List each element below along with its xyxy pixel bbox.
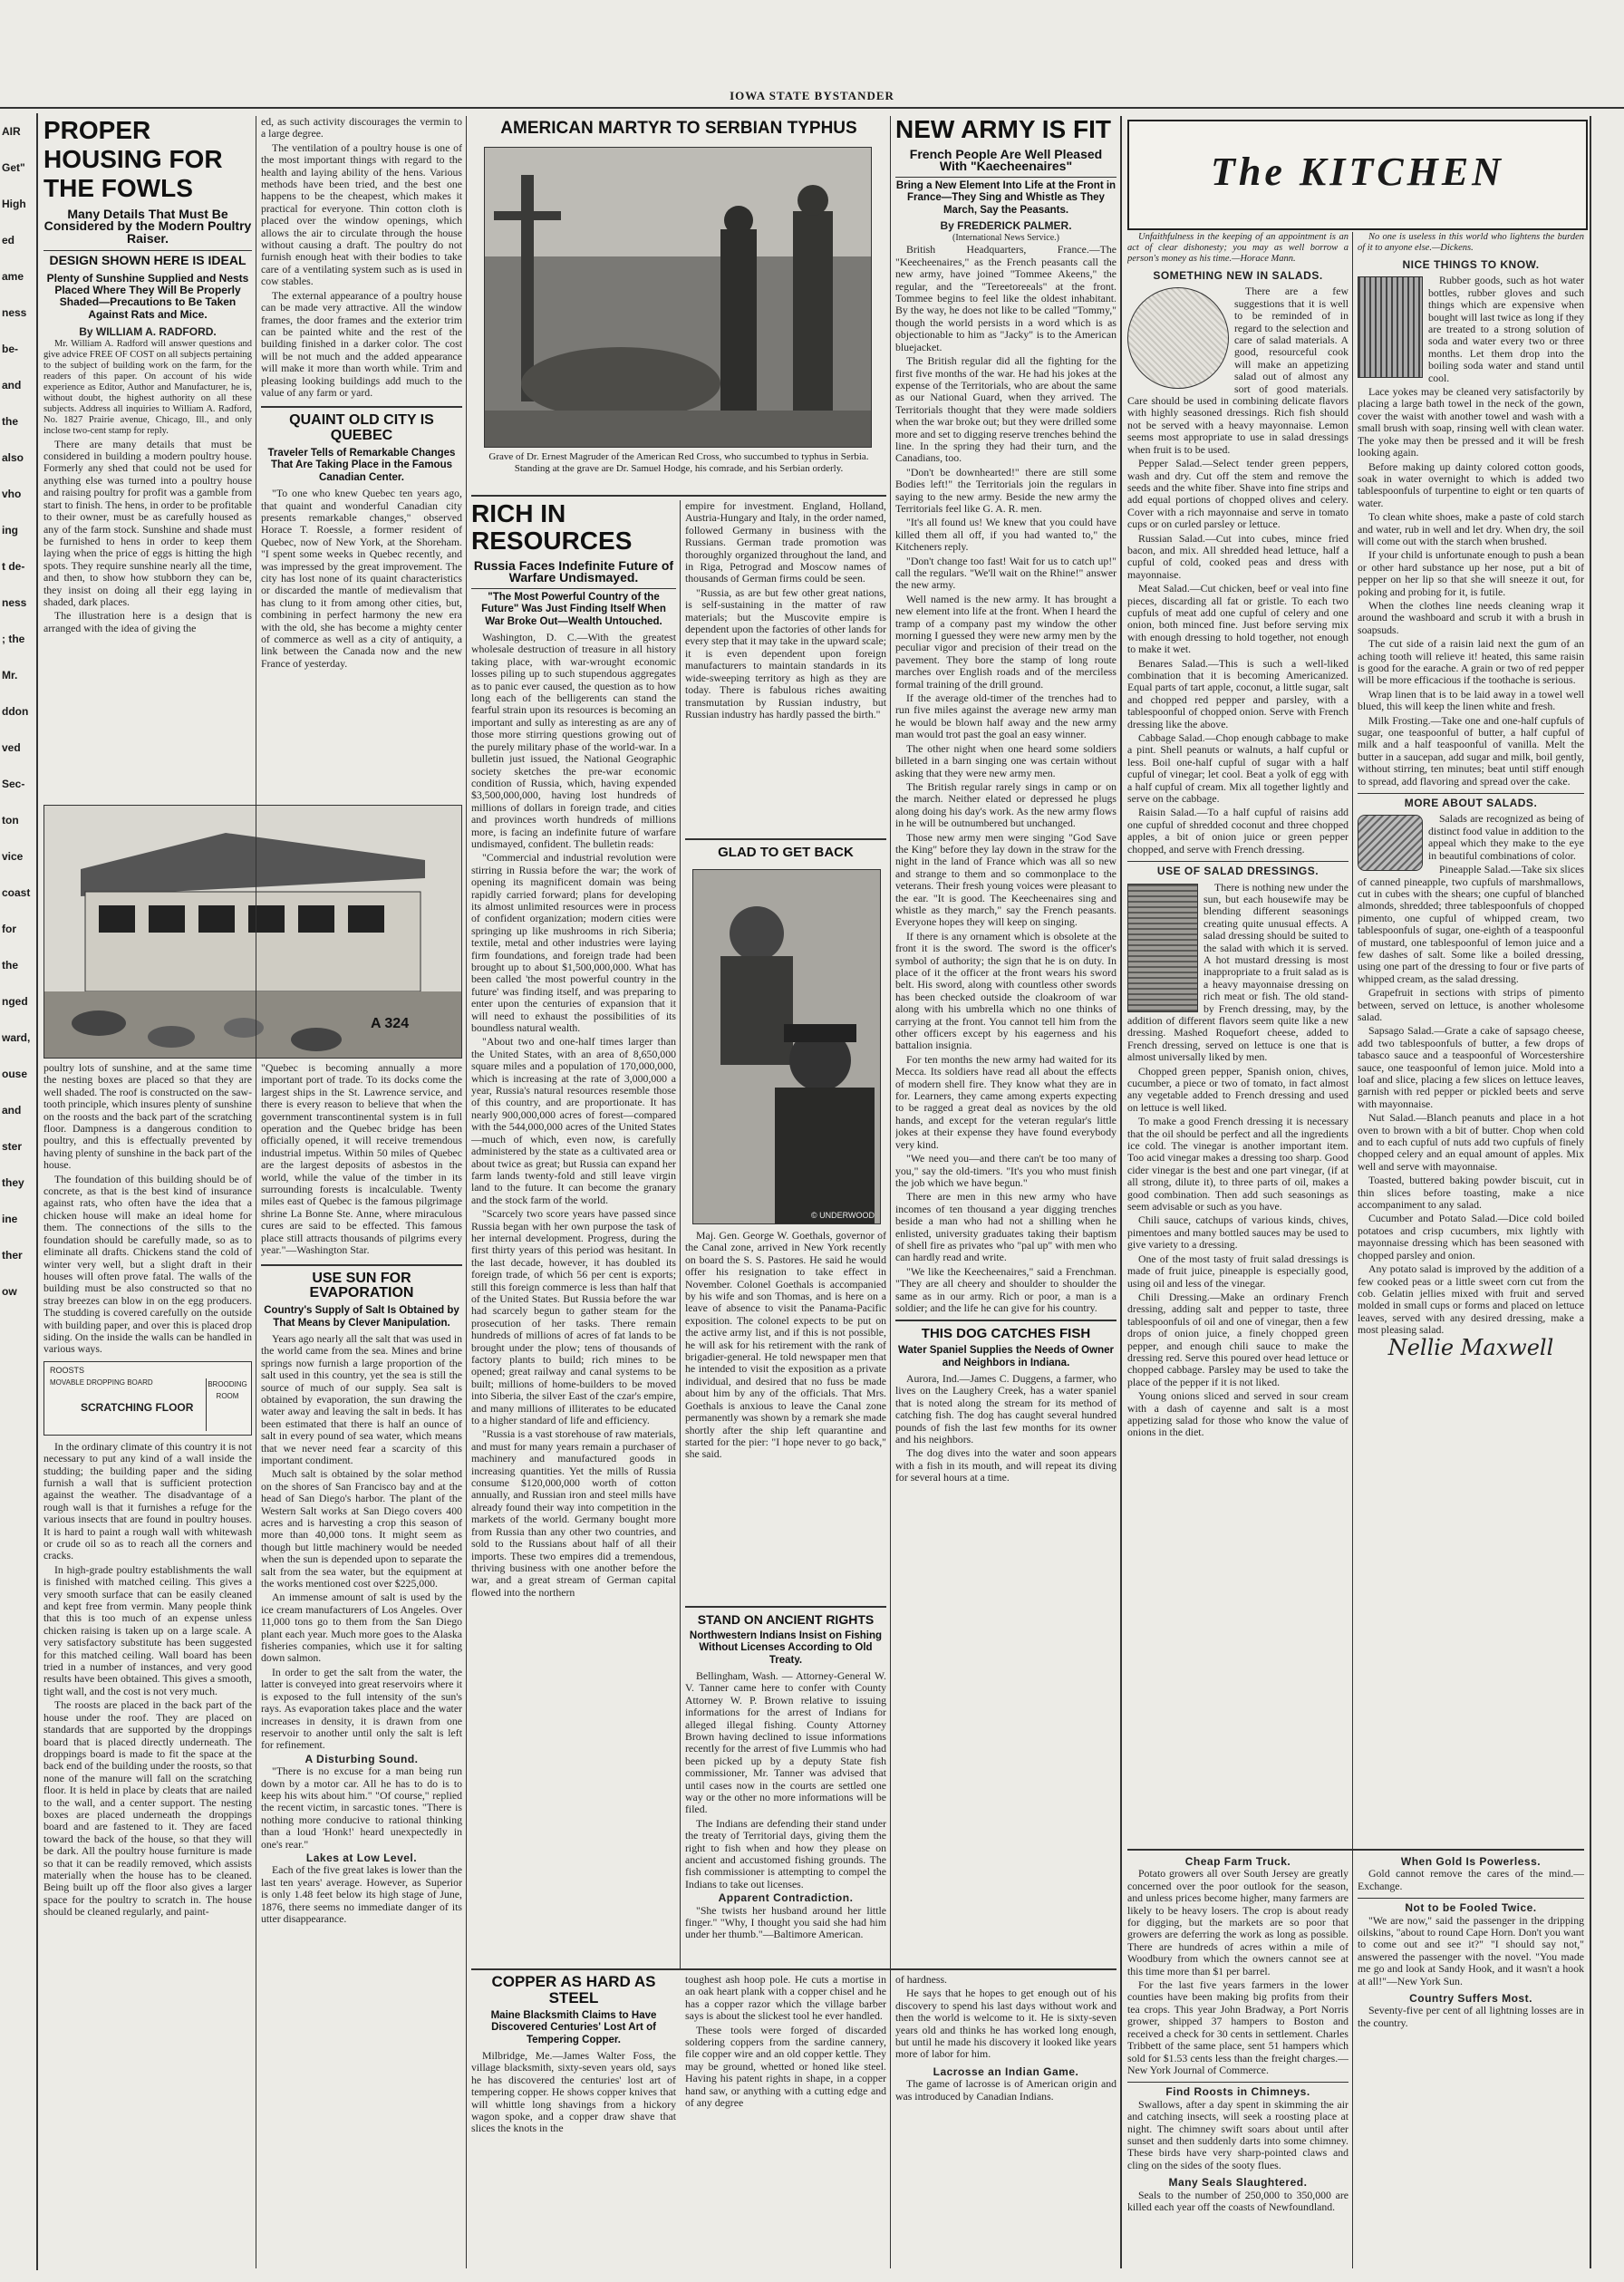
plan-label-roosts: ROOSTS	[50, 1365, 85, 1375]
byline-radford: By WILLIAM A. RADFORD.	[79, 325, 217, 339]
paragraph: Much salt is obtained by the solar method on the shores of San Francisco bay and at the head of San Diego's harbor. The plant of the Western Salt works at San Diego covers 400 acres and is harvesting a crop this season of more than 40,000 tons. It might seem as though but little machinery would be needed when the sun is depended upon to separate the salt from the sea water, but the equipment at the works mentioned cost over $225,000.	[261, 1467, 462, 1591]
paragraph: The ventilation of a poultry house is one of the most important things with regard to the health and laying ability of the hens. Various methods have been tried, and the best one happens to be the cheapest, which makes it practical for everyone. Thin cotton cloth is placed over the window openings, which allows the air to circulate through the house without causing a draft. The poultry do not furnish enough heat with their bodies to take care of a ventilating system such as is used in cow stables.	[261, 140, 462, 288]
subhead-resources-1: Russia Faces Indefinite Future of Warfare Undismayed.	[473, 558, 674, 585]
quote-dickens: No one is useless in this world who lightens the burden of it to anyone else.—Dickens.	[1358, 232, 1584, 253]
adjacent-page-fragment: ness	[2, 306, 27, 319]
paragraph: British Headquarters, France.—The "Keecheenaires," as the French peasants call the new army, have joined "Tommee Akeens," the regular, and the "Tereetoreeals" at the front. Tommee begins to feel like the oldest inhabitant. By the way, he does not like to be called "Tommy," though the world persists in a word which is as objectionable to him as "Jacky" is to the American bluejacket.	[895, 243, 1116, 353]
adjacent-page-fragment: t de-	[2, 560, 25, 573]
column-briefs-a	[1127, 1856, 1348, 2268]
adjacent-page-fragment: ved	[2, 741, 21, 754]
paragraph: "Quebec is becoming annually a more important port of trade. To its docks come the largest ships in the St. Lawrence service, and there is every reason to believe that when the government transcontinental system is in full operation and the Quebec bridge has been officially opened, it will receive tremendous industrial impetus. Within 50 miles of Quebec are the largest deposits of asbestos in the world, while the value of the timber in its surrounding forests is incalculable. Twenty miles east of Quebec is the famous pilgrimage shrine La Bonne Ste. Anne, where miraculous cures are said to be effected. This famous place still attracts thousands of pilgrims every year."—Washington Star.	[261, 1062, 462, 1257]
paragraph: Cucumber and Potato Salad.—Dice cold boiled potatoes and crisp cucumbers, mix lightly with mayonnaise dressing which has been seasoned with chopped parsley and onion.	[1358, 1212, 1584, 1262]
adjacent-page-fragment: ward,	[2, 1031, 31, 1044]
paragraph: "It's all found us! We knew that you could have killed them all off, if you had wanted to," the Kitcheners reply.	[895, 516, 1116, 554]
paragraph: Benares Salad.—This is such a well-liked combination that it is becoming Americanized. Equal parts of tart apple, coconut, a little sugar, salt and chopped red pepper and parsley, with a tablespoonful of chopped onion. Serve with French dressing like the above.	[1127, 656, 1348, 730]
adjacent-page-fragment: and	[2, 379, 22, 392]
grave-photo	[484, 147, 872, 448]
paragraph: Each of the five great lakes is lower than the last ten years' average. However, as Superior is only 1.48 feet below its high stage of June, 1876, there seems no immediate danger of its utter disappearance.	[261, 1863, 462, 1925]
paragraph: To make a good French dressing it is necessary that the oil should be perfect and all the ingredients ice cold. The vinegar is another important item. Too acid vinegar makes a dressing too sharp. Good cider vinegar is the best and one part vinegar, (if at all strong, dilute it), to three parts of oil, makes a good combination. Then add such seasonings as seem advisable or such as you have.	[1127, 1115, 1348, 1214]
headline-quebec: QUAINT OLD CITY IS QUEBEC	[261, 406, 462, 444]
subhead-roosts: Find Roosts in Chimneys.	[1127, 2082, 1348, 2098]
paragraph: Those new army men were singing "God Save the King" before they lay down in the straw for the night in the land of France which was all so new and strange to them and so commonplace to the veterans. Their fresh young voices were pleasant to the ear. "It is good. The Keecheenaires sing and whistle as they march," say the French peasants. Everyone hopes they will keep on singing.	[895, 830, 1116, 929]
paragraph: Sapsago Salad.—Grate a cake of sapsago cheese, add two tablespoonfuls of butter, a few drops of tabasco sauce and a teaspoonful of Worcestershire sauce, one teaspoonful of lemon juice. Mold into a loaf and slice, placing a few slices on lettuce leaves, garnish with red pepper or pickled beets and serve with mayonnaise.	[1358, 1024, 1584, 1110]
subhead-salads: SOMETHING NEW IN SALADS.	[1153, 269, 1323, 282]
subhead-dressings: USE OF SALAD DRESSINGS.	[1127, 861, 1348, 877]
plan-label-brooding-room: BROODING ROOM	[206, 1378, 248, 1431]
headline-fish-dog: THIS DOG CATCHES FISH	[895, 1320, 1116, 1341]
paragraph: The British regular did all the fighting for the first five months of the war. He had his jokes at the expense of the Territorials, who are about the same as our National Guard, when they arrived. The Territorials thought that they were made soldiers when the war broke out; but they were drilled some more and set to digging reserve trenches behind the line. In the spring they had their turn, and the Canadians, too.	[895, 354, 1116, 465]
paragraph: "Don't be downhearted!" there are still some Bodies left!" the Territorials join the regulars in saying to the new army. Beside the new army the Territorials feel like G. A. R. men.	[895, 465, 1116, 515]
paragraph: Milk Frosting.—Take one and one-half cupfuls of sugar, one teaspoonful of butter, a half cupful of milk and a half teaspoonful of vanilla. Melt the butter in a saucepan, add sugar and milk, boil gently, without stirring, ten minutes; beat until stiff enough to spread, add flavoring and spread over the cake.	[1358, 713, 1584, 788]
paragraph: Years ago nearly all the salt that was used in the world came from the sea. Mines and brine springs now furnish a large proportion of the salt used in this country, yet the sea is still the source of much of our supply. Sea salt is obtained by evaporation, the sun drawing the water away and leaving the salt in beds. It has been estimated that there is half an ounce of salt in every pound of sea water, which means that we never need fear a scarcity of this important condiment.	[261, 1331, 462, 1466]
column-kitchen-b	[1358, 232, 1584, 1845]
adjacent-page-fragment: ing	[2, 524, 18, 537]
subhead-new-army-2: Bring a New Element Into Life at the Front in France—They Sing and Whistle as They March, Say the Peasants.	[895, 177, 1116, 217]
adjacent-page-fragment: they	[2, 1176, 24, 1189]
paragraph: Chopped green pepper, Spanish onion, chives, cucumber, a piece or two of tomato, in fact almost any vegetable added to French dressing and used on lettuce is well liked.	[1127, 1064, 1348, 1114]
paragraph: Bellingham, Wash. — Attorney-General W. V. Tanner came here to confer with County Attorney W. P. Brown relative to issuing informations for the arrest of Indians for alleged illegal fishing. County Attorney Brown having declined to issue informations recently for the arrest of five Lummis who had been picked up by a deputy State fish commissioner, Mr. Tanner was advised that until cases now in the courts are settled one way or the other no more informations will be filed.	[685, 1668, 886, 1816]
paragraph: Chili Dressing.—Make an ordinary French dressing, adding salt and pepper to taste, three tablespoonfuls of oil and one of vinegar, then a few drops of onion juice, a finely chopped green pepper, and enough chili sauce to make the dressing red. Serve this poured over head lettuce or chopped cabbage. Parsley may be used to take the place of the pepper if it is not liked.	[1127, 1290, 1348, 1388]
paragraph: Chili sauce, catchups of various kinds, chives, pimentoes and many bottled sauces may be used to give variety to a dressing.	[1127, 1214, 1348, 1252]
paragraph: In the ordinary climate of this country it is not necessary to put any kind of a wall inside the studding; the building paper and the siding furnish a wall that is sufficient protection against the weather. The disadvantage of a rough wall is that it furnishes a refuge for the various insects that are found in poultry houses. It is hard to paint a rough wall with whitewash or crude oil so as to reach all the corners and cracks.	[44, 1439, 252, 1562]
paragraph: ed, as such activity discourages the vermin to a large degree.	[261, 116, 462, 140]
paragraph: Aurora, Ind.—James C. Duggens, a farmer, who lives on the Laughery Creek, has a water spaniel that is noted along the stream for its method of catching fish. The dog has caught several hundred pounds of fish the last few months for its owner and his neighbors.	[895, 1371, 1116, 1446]
paragraph: Lace yokes may be cleaned very satisfactorily by placing a large bath towel in the neck of the gown, cover the waist with another towel and wash with a small brush with soap, rinsing well with clean water. The yoke may then be pressed and it will be fresh looking again.	[1358, 385, 1584, 459]
paragraph: One of the most tasty of fruit salad dressings is made of fruit juice, pineapple is especially good, using oil and less of the vinegar.	[1127, 1252, 1348, 1290]
paragraph: The external appearance of a poultry house can be made very attractive. All the window frames, the door frames and the exterior trim can be painted white and the rest of the building finished in a darker color. The cost will be not much and the added appearance will make it more than worth while. Trim and pleasing looking buildings add much to the value of any farm or yard.	[261, 288, 462, 399]
paragraph: "Commercial and industrial revolution were stirring in Russia before the war; the work of opening its magnificent domain was being rapidly carried forward; plans for developing its almost unlimited resources were in process of confident organization; modern cities were springing up like mushrooms in rich Siberia; textile, metal and other industries were laying firm foundations, and foreign trade had been brought up to about $1,500,000,000. What has been called 'the most powerful country in the future' was finding itself, and was preparing to enter upon the centuries of expansion that it will need to exhaust the possibilities of its boundless natural wealth.	[471, 851, 676, 1035]
paragraph: Salads are recognized as being of distinct food value in addition to the appeal which they make to the eye in beautiful combinations of color.	[1428, 812, 1584, 862]
paragraph: For ten months the new army had waited for its Mecca. Its soldiers have read all about the effects of modern shell fire. They know what they are in for. Learners, they came among experts expecting to be ragged a great deal as novices by the old hands, and except for the veteran regular's little jokes at their expense they have found everybody very kind.	[895, 1052, 1116, 1151]
adjacent-page-fragment: ster	[2, 1140, 23, 1153]
column-copper-c	[895, 1974, 1116, 2268]
subhead-new-army-1: French People Are Well Pleased With "Kaecheenaires"	[909, 147, 1103, 174]
paragraph: Gold cannot remove the cares of the mind.—Exchange.	[1358, 1867, 1584, 1892]
paragraph: Toasted, buttered baking powder biscuit, cut in thin slices before toasting, make a nice accompaniment to any salad.	[1358, 1174, 1584, 1212]
paragraph: "Don't change too fast! Wait for us to catch up!" call the regulars. "We'll wait on the Rhine!" answer the new army.	[895, 554, 1116, 592]
subhead-copper: Maine Blacksmith Claims to Have Discovered Centuries' Lost Art of Tempering Copper.	[490, 2009, 657, 2045]
column-ancient-rights	[685, 1606, 886, 1968]
photo-label: A 324	[371, 1016, 410, 1031]
adjacent-page-fragment: ness	[2, 596, 27, 609]
subhead-resources-2: "The Most Powerful Country of the Future" Was Just Finding Itself When War Broke Out—Wealth Untouched.	[471, 588, 676, 628]
section-rule	[471, 1968, 1116, 1970]
paragraph: Cabbage Salad.—Chop enough cabbage to make a pint. Shell peanuts or walnuts, a half cupful or less. Boil one-half cupful of sugar with a half cupful of vinegar; let cool. Beat a yolk of egg with a half cupful of cream. Mix all together lightly and serve on the cabbage.	[1127, 731, 1348, 806]
subhead-seals: Many Seals Slaughtered.	[1168, 2176, 1308, 2190]
column-rule	[890, 116, 891, 2268]
paragraph: "We need you—and there can't be too many of you," say the old-timers. "It's you who must finish the job which we have begun."	[895, 1152, 1116, 1189]
subhead-evaporation: Country's Supply of Salt Is Obtained by That Means by Clever Manipulation.	[264, 1305, 459, 1329]
headline-evaporation: USE SUN FOR EVAPORATION	[261, 1264, 462, 1302]
adjacent-page-fragment: coast	[2, 886, 31, 899]
adjacent-page-fragment: vho	[2, 488, 22, 500]
plan-label-scratching-floor: SCRATCHING FLOOR	[81, 1401, 194, 1414]
column-rule	[680, 500, 681, 1968]
column-briefs-b	[1358, 1856, 1584, 2268]
paragraph: Mr. William A. Radford will answer questions and give advice FREE OF COST on all subjects pertaining to the subject of building work on the farm, for the readers of this paper. On account of his wide experience as Editor, Author and Manufacturer, he is, without doubt, the highest authority on all these subjects. Address all inquiries to William A. Radford, No. 1827 Prairie avenue, Chicago, Ill., and only inclose two-cent stamp for reply.	[44, 338, 252, 436]
subhead-lakes: Lakes at Low Level.	[305, 1851, 418, 1864]
paragraph: The other night when one heard some soldiers billeted in a barn singing one was certain without asking that they were new army men.	[895, 741, 1116, 779]
paragraph: Any potato salad is improved by the addition of a few cooked peas or a little sweet corn cut from the cob. Gelatin jellies mixed with fruit and served molded in small cups or forms and placed on lettuce leaves, served with any desired dressing, make a most pleasing salad.	[1358, 1262, 1584, 1337]
adjacent-page-fragment: Sec-	[2, 778, 25, 790]
paragraph: Nut Salad.—Blanch peanuts and place in a hot oven to brown with a bit of butter. Chop when cold and to each cupful of nuts add two cupfuls of finely chopped celery and an equal amount of apples. Mix well and serve with mayonnaise.	[1358, 1111, 1584, 1173]
adjacent-page-fragment: ton	[2, 814, 19, 827]
photo-credit: © UNDERWOOD	[811, 1211, 875, 1220]
subhead-more-salads: MORE ABOUT SALADS.	[1358, 793, 1584, 809]
section-rule	[1127, 1849, 1584, 1851]
goethals-caption	[685, 1230, 886, 1463]
page-running-head: IOWA STATE BYSTANDER	[730, 89, 894, 102]
paragraph: The cut side of a raisin laid next the gum of an aching tooth will relieve it! heated, this same raisin is good for the earache. A grain or two of red pepper will be more efficacious if the toothache is serious.	[1358, 637, 1584, 687]
subhead-design-ideal: DESIGN SHOWN HERE IS IDEAL	[44, 250, 252, 266]
paragraph: "Russia, as are but few other great nations, is self-sustaining in the matter of raw materials; but the Muscovite empire is dependent upon the factories of other lands for every step that it may take in the upward scale; it is even dependent upon foreign manufacturers to maintain standards in its wide-sweeping territory as high as they are today. There is fabulous riches awaiting transmutation by Russian industry, but Russian industry has hardly passed the birth."	[685, 585, 886, 720]
salad-bowl-illustration	[1127, 287, 1229, 389]
paragraph: The British regular rarely sings in camp or on the march. Neither elated or depressed he plugs along doing his day's work. As the new army flows in he will be outnumbered but unchanged.	[895, 779, 1116, 830]
paragraph: The dog dives into the water and soon appears with a fish in its mouth, and will repeat its diving for several hours at a time.	[895, 1446, 1116, 1484]
paragraph: Before making up dainty colored cotton goods, soak in water overnight to which is added two tablespoonfuls of turpentine to eight or ten quarts of water.	[1358, 459, 1584, 509]
adjacent-page-fragment: nged	[2, 995, 28, 1008]
adjacent-page-fragment: ow	[2, 1285, 17, 1298]
adjacent-page-strip	[0, 113, 38, 2270]
paragraph: Swallows, after a day spent in skimming the air and catching insects, will seek a roosting place at night. The chimney swift soars about until after sunset and then suddenly darts into some chimney. These birds have very sharp-pointed claws and cling on the sides of the sooty flues.	[1127, 2097, 1348, 2171]
paragraph: The game of lacrosse is of American origin and was introduced by Canadian Indians.	[895, 2077, 1116, 2103]
paragraph: If the average old-timer of the trenches had to run five miles against the average new army man he would be blown half away and the new army man would trot past the goal an easy winner.	[895, 691, 1116, 741]
kitchen-cabinet-title: The KITCHEN	[1211, 150, 1504, 194]
martyr-caption: Grave of Dr. Ernest Magruder of the American Red Cross, who succumbed to typhus in Serbia. Standing at the grave are Dr. Samuel Hodge, his comrade, and his Serbian orderly.	[488, 451, 869, 474]
paragraph: "We like the Keecheenaires," said a Frenchman. "They are all cheery and shoulder to shoulder the same as in our army. Rich or poor, a man is a soldier; and the life he can give for his country.	[895, 1264, 1116, 1314]
paragraph: The foundation of this building should be of concrete, as that is the best kind of insurance against rats, who often have the idea that a chicken house will make an ideal home for them. The connections of the sills to the foundation should be carefully made, so as to eliminate all drafts. Chickens stand the cold of winter very well, but a slight draft in their houses will often prove fatal. The walls of the building must be also constructed so that no stray breezes can blow in on the egg producers. The studding is covered carefully on the outside with building paper, and over this is placed drop siding. On the inside the walls can be handled in various ways.	[44, 1172, 252, 1356]
adjacent-page-fragment: and	[2, 1104, 22, 1117]
adjacent-page-fragment: vice	[2, 850, 24, 863]
adjacent-page-fragment: ther	[2, 1249, 23, 1262]
section-rule	[471, 495, 886, 497]
subhead-farm-truck: Cheap Farm Truck.	[1184, 1856, 1291, 1868]
adjacent-page-fragment: ouse	[2, 1068, 28, 1080]
grave-photo-drawing	[485, 148, 871, 447]
paragraph: poultry lots of sunshine, and at the same time the nesting boxes are placed so that they are well shaded. The roof is constructed on the saw-tooth principle, which insures plenty of sunshine on the roosts and the back part of the scratching floor. Dampness is a dangerous condition to poultry, and this is effectually prevented by having plenty of sunshine in the back part of the house.	[44, 1062, 252, 1172]
paragraph: The Indians are defending their stand under the treaty of Territorial days, giving them the right to fish when and how they please on ancient and accustomed fishing grounds. The fish commissioner is attempting to compel the Indians to take out licenses.	[685, 1816, 886, 1890]
subhead-nice-things: NICE THINGS TO KNOW.	[1402, 258, 1540, 271]
column-rule	[1120, 116, 1122, 2268]
paragraph: "To one who knew Quebec ten years ago, that quaint and wonderful Canadian city presents remarkable changes," observed Horace T. Roessle, a former resident of Quebec, now of New York, at the Shoreham. "I spent some weeks in Quebec recently, and was impressed by the great improvement. The city has lost none of its quaint characteristics or discarded the mantle of medievalism that has clung to it from among other cities, but, combining in perfect harmony the new era with the old, she has become a mighty center of commerce as well as a city of antiquity, a link between the Canada now and the new France of yesterday.	[261, 487, 462, 670]
adjacent-page-fragment: ed	[2, 234, 15, 247]
plan-label-dropping-board: MOVABLE DROPPING BOARD	[50, 1378, 153, 1387]
paragraph: Young onions sliced and served in sour cream with a dash of cayenne and salt is a most appetizing salad for those who know the value of onions in the diet.	[1127, 1389, 1348, 1439]
paragraph: empire for investment. England, Holland, Austria-Hungary and Italy, in the order named, followed Germany in business with the Russians. German trade promotion was thoroughly organized throughout the land, and in Riga, Petrograd and Moscow names of thousands of German firms could be seen.	[685, 500, 886, 585]
paragraph: Washington, D. C.—With the greatest wholesale destruction of treasure in all history taking place, with war-wrought economic losses piling up to such stupendous aggregates as to panic ever caused, the question as to how long each of the belligerents can stand the fearful strain upon its resources is becoming an important and sully as interesting as are any of those more stirring questions growing out of the purely military phase of the world-war. In a bulletin just issued, the National Geographic society sketches the pre-war economic condition of Russia, which, having expended $3,500,000,000, having lost hundreds of millions of dollars in foreign trade, and cities and provinces worth hundreds of millions more, is facing an indefinite future of warfare undismayed, confident. The bulletin reads:	[471, 631, 676, 850]
paragraph: Pepper Salad.—Select tender green peppers, wash and dry. Cut off the stem and remove the seeds and the white fiber. Shave into fine strips and add equal portions of chopped olives and celery. Cover with a rich mayonnaise and serve in tomato cups or on curled parsley or lettuce.	[1127, 457, 1348, 531]
paragraph: Seals to the number of 250,000 to 350,000 are killed each year off the coasts of Newfoundland.	[1127, 2188, 1348, 2213]
subhead-ancient-rights: Northwestern Indians Insist on Fishing Without Licenses According to Old Treaty.	[689, 1629, 883, 1666]
column-copper-a	[471, 1974, 676, 2268]
subhead-quebec: Traveler Tells of Remarkable Changes That Are Taking Place in the Famous Canadian Center.	[267, 447, 456, 483]
byline-palmer: By FREDERICK PALMER.	[940, 219, 1072, 233]
paragraph: "About two and one-half times larger than the United States, with an area of 8,650,000 square miles and a population of 170,000,000, which is increasing at the rate of 3,000,000 a year, Russia's natural resources resemble those of this country, and are proportionate. It has nearly 900,000,000 acres of forest—compared with the 544,000,000 acres of the United States—much of which, even now, is carefully administered by the state as a cultivated area or about twice as great; but Russia can expand her farm lands twenty-fold and still leave virgin land to the future. It can become the granary and the stock farm of the world.	[471, 1035, 676, 1206]
news-service: (International News Service.)	[952, 233, 1059, 244]
subhead-fish-dog: Water Spaniel Supplies the Needs of Owner and Neighbors in Indiana.	[898, 1345, 1114, 1368]
paragraph: The illustration here is a design that is arranged with the idea of giving the	[44, 609, 252, 634]
adjacent-page-fragment: be-	[2, 343, 18, 355]
masthead	[0, 0, 1624, 109]
paragraph: of hardness.	[895, 1974, 948, 1986]
paragraph: Russian Salad.—Cut into cubes, mince fried bacon, and mix. All shredded head lettuce, half a cupful of cold, cooked peas and dress with mayonnaise.	[1127, 531, 1348, 581]
adjacent-page-fragment: Get"	[2, 161, 25, 174]
adjacent-page-fragment: AIR	[2, 125, 21, 138]
paragraph: Wrap linen that is to be laid away in a towel well blued, this will keep the linen white and fresh.	[1358, 687, 1584, 713]
paragraph: The roosts are placed in the back part of the house under the roof. They are placed on standards that are supported by the droppings board that is placed directly underneath. The droppings board is made to fit the space at the back end of the building under the roosts, so that none of the manure will fall on the scratching floor. It is held in place by cleats that are nailed to the wall, and a center support. The nesting boxes are placed underneath the droppings board and are fastened to it. They are faced toward the back of the house, so that they will be dark. All the poultry house furniture is made so that it can be readily removed, which assists materially when the house has to be cleaned. Being built up off the floor also gives a larger space for the poultry to scratch in. The house should be cleaned regularly, and paint-	[44, 1698, 252, 1919]
adjacent-page-fragment: the	[2, 415, 18, 428]
subhead-sunshine: Plenty of Sunshine Supplied and Nests Placed Where They Will Be Properly Shaded—Precautions to Be Taken Against Rats and Mice.	[46, 271, 249, 321]
paragraph: Seventy-five per cent of all lightning losses are in the country.	[1358, 2004, 1584, 2029]
quote-horace-mann: Unfaithfulness in the keeping of an appointment is an act of clear dishonesty; you may as well borrow a person's money as his time.—Horace Mann.	[1127, 232, 1348, 264]
headline-resources: RICH IN RESOURCES	[471, 500, 633, 555]
paragraph: If your child is unfortunate enough to push a bean or other hard substance up her nose, put a bit of pepper on her lip so that she will sneeze it out, for poking and probing for it, is futile.	[1358, 548, 1584, 598]
paragraph: Potato growers all over South Jersey are greatly concerned over the poor outlook for the season, and unless prices become higher, many farmers are likely to be heavy losers. The crop is about ready for digging, but the markets are so poor that growers are deferring the work as long as possible. There are hundreds of acres within a mile of Woodbury from which the owners cannot see at this time more than $1 per barrel.	[1127, 1867, 1348, 1977]
paragraph: Meat Salad.—Cut chicken, beef or veal into fine pieces, discarding all fat or gristle. To each two cupfuls of meat add one cupful of celery and one onion, both minced fine. Just before serving mix with enough dressing to hold together, not enough to make it wet.	[1127, 582, 1348, 656]
column-resources-a	[471, 500, 676, 1968]
paragraph: There are many details that must be considered in building a modern poultry house. Formerly any shed that could not be used for anything else was turned into a poultry house and raising poultry for profit was a gamble from start to finish. The hens, in order to be profitable to their owner, must be as carefully housed as any of the farm stock. Sunshine and shade must be furnished to hens in order to keep them laying when the price of eggs is hitting the high spots. They require sunshine nearly all the time, and then, to show how stubborn they can be, they insist on doing all their egg laying in shaded, dark places.	[44, 437, 252, 608]
column-new-army	[895, 116, 1116, 1965]
column-rule	[1352, 232, 1353, 2268]
vase-illustration	[1358, 276, 1423, 378]
column-rule	[466, 116, 467, 2268]
paragraph: In high-grade poultry establishments the wall is finished with matched ceiling. This gives a very smooth surface that can be easily cleaned and kept free from vermin. Many people think that this is too much of an expense unless chicken raising is taken up on a large scale. A very satisfactory substitute has been suggested for this matched ceiling. Wall board has been tried in a number of instances, and very good results have been obtained. This gives a smooth, tight wall, and the cost is not very much.	[44, 1562, 252, 1697]
masthead-rule	[0, 107, 1624, 109]
headline-martyr: AMERICAN MARTYR TO SERBIAN TYPHUS	[500, 119, 857, 138]
paragraph: There are a few suggestions that it is well to be reminded of in regard to the selection and care of salad materials. A good, resourceful cook will make an appetizing salad out of almost any sort of good materials. Care should be used in combining delicate flavors with highly seasoned dressings. Rich fish should not be served with a heavy mayonnaise. Lemon seems most appropriate to use in salad dressings when fruit is to be used.	[1127, 285, 1348, 456]
goethals-photo-drawing	[693, 870, 880, 1223]
right-edge-rule	[1590, 116, 1591, 2268]
headline-ancient-rights: STAND ON ANCIENT RIGHTS	[685, 1606, 886, 1627]
headline-new-army: NEW ARMY IS FIT	[895, 116, 1111, 143]
paragraph: When the clothes line needs cleaning wrap it around the washboard and scrub it with a brush in soapsuds.	[1358, 598, 1584, 636]
paragraph: Raisin Salad.—To a half cupful of raisins add one cupful of shredded coconut and three chopped apples, a bit of onion juice or green pepper chopped, and serve with French dressing.	[1127, 806, 1348, 856]
paragraph: He says that he hopes to get enough out of his discovery to spend his last days without work and then the world is welcome to it. He is sixty-seven years old and thinks he has worked long enough, but until he made his discovery it looked like years more of labor for him.	[895, 1987, 1116, 2061]
subhead-contradiction: Apparent Contradiction.	[718, 1891, 854, 1905]
column-proper-housing-cont	[44, 1062, 252, 2267]
poultry-house-photo	[44, 805, 462, 1059]
paragraph: For the last five years farmers in the lower counties have been making big profits from their tea crops. This year John Bradway, a Port Norris grower, shipped 37 hampers to Boston and received a check for 30 cents in settlement. Charles Tribbett of the same place, sent 51 hampers which sold for $1.53 cents less than the freight charges.—New York Journal of Commerce.	[1127, 1978, 1348, 2076]
paragraph: Grapefruit in sections with strips of pimento between, served on lettuce, is another wholesome salad.	[1358, 986, 1584, 1023]
paragraph: "We are now," said the passenger in the dripping oilskins, "about to round Cape Horn. Don't you want to come out and see it?" "I should say not," answered the passenger with the novel. "You made me go and look at Sandy Hook, and it wasn't a hook at all!"—New York Sun.	[1358, 1913, 1584, 1987]
subhead-proper-housing: Many Details That Must Be Considered by the Modern Poultry Raiser.	[44, 207, 252, 246]
headline-glad: GLAD TO GET BACK	[685, 838, 886, 860]
paragraph: These tools were forged of discarded soldering coppers from the sardine cannery, file copper wire and an old copper kettle. They may be ground, whetted or honed like steel. Having his patent rights in shape, in a copper hand saw, or anything with a cutting edge and of any degree	[685, 2023, 886, 2110]
paragraph: "Russia is a vast storehouse of raw materials, and must for many years remain a purchaser of machinery and manufactured goods in increasing quantities. Yet the mills of Russia consume $120,000,000 worth of cotton annually, and Russian iron and steel mills have already found their way into competition in the markets of the world. Germany bought more from Russia than any other two countries, and sold to the Russians about half of all their imports. These two empires did a tremendous, thriving business with one another before the war, and a great stream of German capital flowed into the northern	[471, 1427, 676, 1599]
adjacent-page-fragment: High	[2, 198, 26, 210]
adjacent-page-fragment: the	[2, 959, 18, 972]
adjacent-page-fragment: also	[2, 451, 24, 464]
adjacent-page-fragment: for	[2, 923, 16, 935]
adjacent-page-fragment: ine	[2, 1213, 18, 1225]
kitchen-cabinet-banner	[1127, 120, 1588, 230]
signature-nellie-maxwell: Nellie Maxwell	[1387, 1334, 1554, 1360]
dressing-bottle-illustration	[1127, 884, 1198, 1012]
paragraph: Rubber goods, such as hot water bottles, rubber gloves and such things which are expensive when bought will last twice as long if they are treated to a strong solution of soda and water every two or three months. Let them drop into the boiling soda water and stand until cool.	[1428, 274, 1584, 384]
column-resources-b	[685, 500, 886, 845]
paragraph: To clean white shoes, make a paste of cold starch and water, rub in well and let dry. When dry, the soil will come out with the starch when brushed.	[1358, 510, 1584, 547]
paragraph: Milbridge, Me.—James Walter Foss, the village blacksmith, sixty-seven years old, says he has discovered the centuries' lost art of tempering copper. He shows copper knives that will whittle long shavings from a hickory wagon spoke, and a copper draw shave that slices the knots in the	[471, 2048, 676, 2135]
subhead-country: Country Suffers Most.	[1409, 1992, 1532, 2006]
paragraph: In order to get the salt from the water, the latter is conveyed into great reservoirs where it is exposed to the full intensity of the sun's rays. As evaporation takes place and the water increases in density, it is drawn from one reservoir to another until only the salt is left for refinement.	[261, 1665, 462, 1752]
paragraph: There are men in this new army who have incomes of ten thousand a year digging trenches beside a man who had not a shilling when he enlisted, university graduates taking their baptism of shell fire as privates who "pal up" with men who can hardly read and write.	[895, 1190, 1116, 1264]
column-copper-b	[685, 1974, 886, 2268]
subhead-gold: When Gold Is Powerless.	[1400, 1856, 1542, 1868]
goethals-photo	[692, 869, 881, 1224]
martyr-feature	[471, 116, 886, 497]
subhead-lacrosse: Lacrosse an Indian Game.	[933, 2064, 1079, 2078]
headline-copper: COPPER AS HARD AS STEEL	[491, 1974, 656, 2006]
pineapple-illustration	[1358, 815, 1423, 871]
paragraph: toughest ash hoop pole. He cuts a mortise in an oak heart plank with a copper chisel and he has a copper razor which the village barber says is about the slickest tool he ever handled.	[685, 1974, 886, 2023]
paragraph: Pineapple Salad.—Take six slices of canned pineapple, two cupfuls of marshmallows, cut in cubes with the shears; one cupful of blanched almonds, shredded; three tablespoonfuls of chopped pimento, one cupful of whipped cream, two tablespoonfuls of sugar, one-eighth of a teaspoonful of mustard, one tablespoonful of lemon juice and a few dashes of salt. Some like a boiled dressing, using one part of the dressing to four or five parts of whipped cream, as the salad dressing.	[1358, 863, 1584, 985]
adjacent-page-fragment: Mr.	[2, 669, 18, 682]
paragraph: An immense amount of salt is used by the ice cream manufacturers of Los Angeles. Over 11,000 tons go to them from the San Diego plant each year. Much more goes to the Alaska fisheries companies, which use it for salting down salmon.	[261, 1591, 462, 1665]
column-two-bottom	[261, 1062, 462, 2267]
adjacent-page-fragment: ddon	[2, 705, 29, 718]
paragraph: "Scarcely two score years have passed since Russia began with her own purpose the task of her internal development. Progress, during the first thirty years of this period was hesitant. In the last decade, however, it has doubled its foreign trade, of which 56 per cent is exports; still this foreign commerce is less than half that of the United States. But Russia before the war had scarcely begun to gather steam for the prosecution of her tasks. There remain hundreds of millions of acres of fat lands to be brought under the plow; tens of thousands of factory plants to build; rich mines to be opened; great railway and canal systems to be built; millions of home-builders to be moved into Siberia, the silver East of the czar's empire, and many millions of illiterates to be educated to a higher standard of life and efficiency.	[471, 1207, 676, 1427]
headline-proper-housing: PROPER HOUSING FOR THE FOWLS	[44, 116, 223, 202]
subhead-fooled: Not to be Fooled Twice.	[1358, 1898, 1584, 1914]
adjacent-page-fragment: ame	[2, 270, 24, 283]
paragraph: Maj. Gen. George W. Goethals, governor of the Canal zone, arrived in New York recently on board the S. S. Pastores. He said he would offer his resignation to take effect in November. Colonel Goethals is accompanied by his wife and son Thomas, and is here on a leave of absence to visit the Panama-Pacific exposition. The colonel expects to be put on the active army list, and if this is not possible, he will ask for his retirement with the rank of brigadier-general. He told newspaper men that he intended to visit the exposition as a private individual, and desired that no fuss be made about him by any of the officials. That Mrs. Goethals is anxious to leave the Canal zone permanently was shown by a remark she made shortly after the ship left quarantine and started for the pier: "I hope never to go back," she said.	[685, 1230, 886, 1461]
paragraph: If there is any ornament which is obsolete at the front it is the sword. The sword is the officer's symbol of authority; the sign that he is on duty. In place of it the officer at the front wears his sword belt. His sword, along with countless other swords has been checked outside the cloakroom of war along with his umbrella which no one thinks of carrying at the front. You cannot tell him from the other officers except by his eagerness and his battalion insignia.	[895, 929, 1116, 1052]
column-two-top	[261, 116, 462, 805]
paragraph: "She twists her husband around her little finger." "Why, I thought you said she had him under her thumb."—Baltimore American.	[685, 1903, 886, 1941]
paragraph: Well named is the new army. It has brought a new element into life at the front. When I heard the tramp of a company past my window the other morning I guessed they were new army men by the peculiar vigor and precision of their tread on the pavement. They bore the stamp of long route marches over English roads and of the merciless formal training of the drill ground.	[895, 592, 1116, 691]
adjacent-page-fragment: ; the	[2, 633, 25, 645]
column-kitchen-a	[1127, 232, 1348, 1773]
paragraph: "There is no excuse for a man being run down by a motor car. All he has to do is to keep his wits about him." "Of course," replied the recent victim, in sarcastic tones. "There is nothing more conducive to rational thinking than a loud 'Honk!' heard unexpectedly in one's rear."	[261, 1765, 462, 1851]
subhead-disturbing-sound: A Disturbing Sound.	[304, 1752, 419, 1765]
floor-plan	[44, 1361, 252, 1436]
paragraph: There is nothing new under the sun, but each housewife may be blending different seasonings creating quite unusual effects. A salad dressing should be suited to the salad with which it is served. A hot mustard dressing is most inappropriate to a fruit salad as is a heavy mayonnaise dressing on rich meat or fish. The old stand-by French dressing, may, by the addition of different flavors seem quite like a new dressing. Mashed Roquefort cheese, added to French dressing, served on lettuce is one that is almost universally liked by men.	[1127, 880, 1348, 1064]
